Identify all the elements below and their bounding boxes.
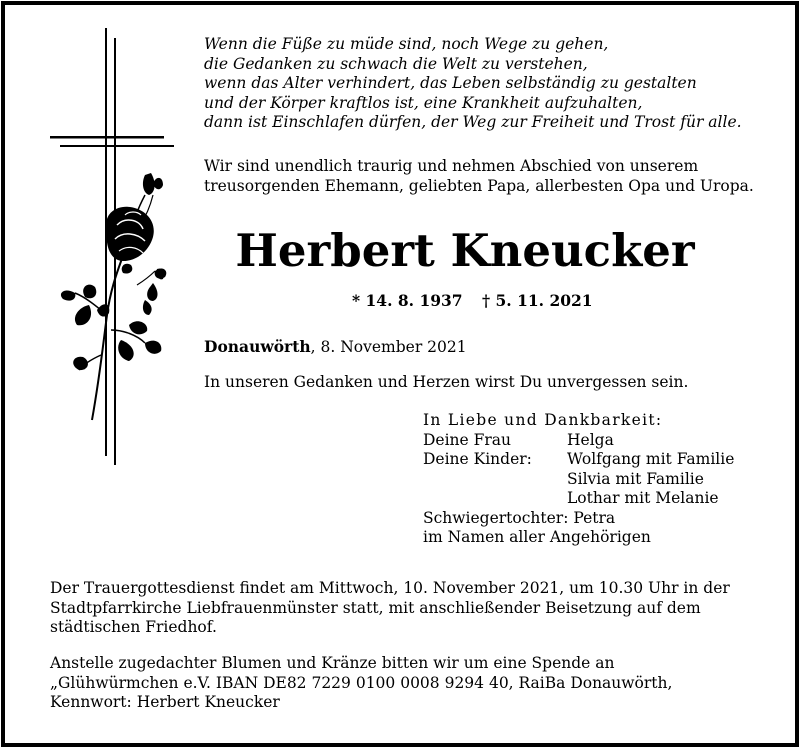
mourner-name: Wolfgang mit Familie [567,450,735,469]
cross-with-rose-icon [45,25,175,465]
intro-line: treusorgenden Ehemann, geliebten Papa, allerbesten Opa und Uropa. [204,176,754,195]
service-line: Stadtpfarrkirche Liebfrauenmünster statt, mit anschließender Beisetzung auf dem [50,598,701,617]
mourner-relation: Deine Frau [423,431,512,449]
mourner-relation: Schwiegertochter: Petra [423,508,616,527]
mourner-name: Lothar mit Melanie [567,489,719,508]
service-line: städtischen Friedhof. [50,618,217,636]
intro-line: Wir sind unendlich traurig und nehmen Abschied von unserem [204,157,699,175]
deceased-name: Herbert Kneucker [235,224,695,277]
donation-line: Anstelle zugedachter Blumen und Kränze bitten wir um eine Spende an [50,654,615,672]
poem [204,35,742,133]
donation-line: „Glühwürmchen e.V. IBAN DE82 7229 0100 0008 9294 40, RaiBa Donauwörth, [50,673,673,692]
service-line: Der Trauergottesdienst findet am Mittwoch, 10. November 2021, um 10.30 Uhr in der [50,579,730,597]
place-name: Donauwörth [204,337,311,356]
donation-notice [50,654,672,713]
date-text: , 8. November 2021 [310,338,467,356]
death-date: † 5. 11. 2021 [482,291,593,310]
mourner-relation: Deine Kinder: [423,450,532,469]
mourner-relation: im Namen aller Angehörigen [423,527,651,546]
poem-line: Wenn die Füße zu müde sind, noch Wege zu gehen, [204,35,609,53]
poem-line: dann ist Einschlafen dürfen, der Weg zur Freiheit und Trost für alle. [204,113,742,131]
birth-date: * 14. 8. 1937 [352,291,463,310]
mourner-name: Silvia mit Familie [567,469,704,488]
mourners-heading: In Liebe und Dankbarkeit: [423,411,663,429]
farewell-intro [204,157,754,196]
mourner-name: Helga [567,431,614,449]
memory-line: In unseren Gedanken und Herzen wirst Du unvergessen sein. [204,373,689,391]
donation-line: Kennwort: Herbert Kneucker [50,693,280,711]
poem-line: wenn das Alter verhindert, das Leben selbständig zu gestalten [204,74,697,92]
place-and-date [204,337,467,358]
poem-line: und der Körper kraftlos ist, eine Krankheit aufzuhalten, [204,93,643,112]
funeral-service-notice [50,579,730,638]
poem-line: die Gedanken zu schwach die Welt zu verstehen, [204,54,588,73]
